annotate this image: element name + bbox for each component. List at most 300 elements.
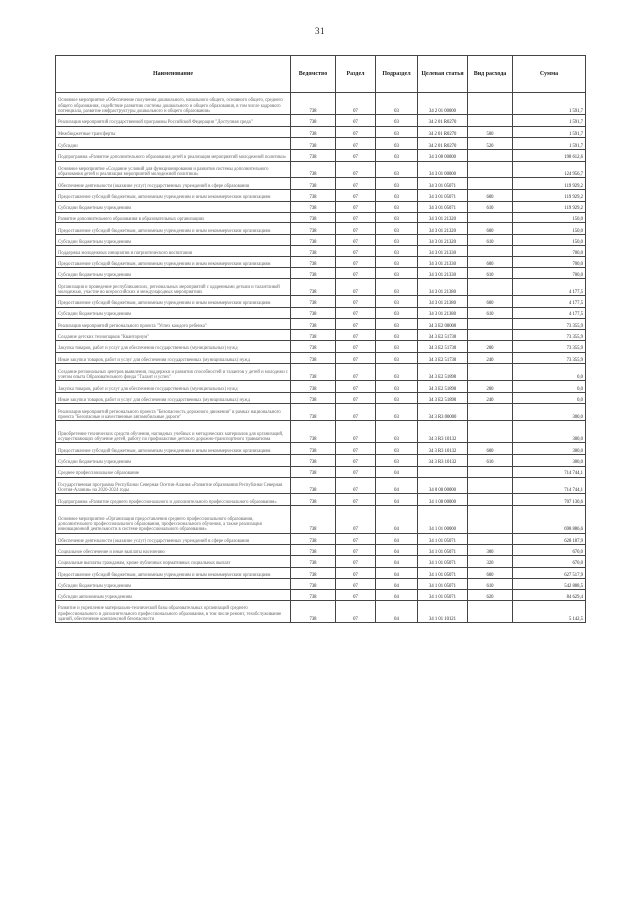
row-expense-type — [468, 115, 513, 127]
row-subsection: 04 — [376, 545, 418, 556]
row-subsection: 03 — [376, 138, 418, 150]
table-row — [56, 352, 586, 364]
table-row — [56, 115, 586, 127]
row-section: 07 — [336, 115, 376, 127]
row-section: 07 — [336, 506, 376, 534]
row-amount: 300,0 — [513, 443, 586, 455]
table-row — [56, 545, 586, 556]
row-target-article: 34 3 01 21320 — [418, 223, 468, 235]
column-header-department: Ведомство — [291, 56, 336, 93]
row-department: 738 — [291, 404, 336, 421]
row-subsection: 03 — [376, 318, 418, 330]
row-department: 738 — [291, 307, 336, 318]
row-name: Субсидии бюджетным учреждениям — [56, 201, 291, 212]
row-target-article: 34 0 00 00000 — [418, 477, 468, 494]
row-name: Поддержка молодежных инициатив и патриотического воспитания — [56, 245, 291, 256]
row-name: Государственная программа Республики Северная Осетия-Алания «Развитие образования Республики Северная Осетия-Алания» на 2020-2024 годы — [56, 477, 291, 494]
row-department: 738 — [291, 161, 336, 178]
row-subsection: 03 — [376, 178, 418, 190]
row-amount: 714 744,1 — [513, 477, 586, 494]
row-name: Субсидии бюджетным учреждениям — [56, 455, 291, 467]
row-name: Создание детских технопарков "Кванториум" — [56, 330, 291, 341]
table-row — [56, 443, 586, 455]
row-subsection: 03 — [376, 296, 418, 308]
row-subsection: 04 — [376, 506, 418, 534]
row-amount: 1 591,7 — [513, 115, 586, 127]
row-target-article: 34 3 01 21330 — [418, 256, 468, 268]
row-section: 07 — [336, 545, 376, 556]
row-subsection: 04 — [376, 579, 418, 590]
row-subsection: 03 — [376, 190, 418, 202]
row-amount: 150,0 — [513, 212, 586, 223]
row-amount: 0,0 — [513, 364, 586, 381]
row-name: Предоставление субсидий бюджетным, автономным учреждениям и иным некоммерческим организациям — [56, 256, 291, 268]
table-row — [56, 404, 586, 421]
row-amount: 698 886,6 — [513, 506, 586, 534]
row-section: 07 — [336, 455, 376, 467]
row-amount: 73 355,9 — [513, 341, 586, 353]
table-row — [56, 341, 586, 353]
row-target-article: 34 3 01 21320 — [418, 235, 468, 246]
row-target-article: 34 3 E2 51890 — [418, 392, 468, 404]
row-expense-type: 200 — [468, 341, 513, 353]
table-row — [56, 149, 586, 161]
row-target-article: 34 1 01 00000 — [418, 506, 468, 534]
row-section: 07 — [336, 296, 376, 308]
row-section: 07 — [336, 443, 376, 455]
row-subsection: 03 — [376, 341, 418, 353]
table-row — [56, 494, 586, 506]
row-target-article: 34 1 01 05071 — [418, 545, 468, 556]
row-department: 738 — [291, 494, 336, 506]
row-name: Обеспечение деятельности (оказание услуг) государственных учреждений в сфере образования — [56, 533, 291, 545]
row-name: Социальные выплаты гражданам, кроме публичных нормативных социальных выплат — [56, 556, 291, 568]
row-amount: 300,0 — [513, 455, 586, 467]
row-name: Предоставление субсидий бюджетным, автономным учреждениям и иным некоммерческим организациям — [56, 443, 291, 455]
row-subsection: 04 — [376, 533, 418, 545]
row-expense-type: 600 — [468, 190, 513, 202]
row-subsection: 04 — [376, 567, 418, 579]
row-subsection: 03 — [376, 93, 418, 115]
row-target-article: 34 1 01 05071 — [418, 556, 468, 568]
row-subsection: 03 — [376, 330, 418, 341]
row-amount: 300,0 — [513, 421, 586, 443]
row-department: 738 — [291, 235, 336, 246]
row-section: 07 — [336, 381, 376, 393]
row-expense-type — [468, 466, 513, 477]
row-amount: 714 744,1 — [513, 466, 586, 477]
row-name: Субсидии бюджетным учреждениям — [56, 579, 291, 590]
row-section: 07 — [336, 307, 376, 318]
table-row — [56, 590, 586, 601]
row-amount: 73 355,9 — [513, 330, 586, 341]
row-subsection: 03 — [376, 149, 418, 161]
row-name: Межбюджетные трансферты — [56, 126, 291, 138]
row-department: 738 — [291, 364, 336, 381]
row-expense-type — [468, 404, 513, 421]
table-row — [56, 245, 586, 256]
row-name: Основное мероприятие «Организация предоставления среднего профессионального образования, дополнительного профессионального образования, профессионального обучения, а также реализация инновационной деятельности в системе профессионального образования» — [56, 506, 291, 534]
row-target-article: 34 3 E2 51730 — [418, 341, 468, 353]
table-row — [56, 307, 586, 318]
table-row — [56, 268, 586, 279]
row-section: 07 — [336, 421, 376, 443]
row-department: 738 — [291, 212, 336, 223]
row-expense-type: 200 — [468, 381, 513, 393]
row-subsection: 03 — [376, 126, 418, 138]
row-amount: 4 177,5 — [513, 279, 586, 296]
row-target-article: 34 3 01 21380 — [418, 307, 468, 318]
column-header-section: Раздел — [336, 56, 376, 93]
column-header-expense-type: Вид расхода — [468, 56, 513, 93]
row-target-article: 34 3 01 21330 — [418, 245, 468, 256]
row-subsection: 03 — [376, 364, 418, 381]
row-section: 07 — [336, 352, 376, 364]
row-subsection: 03 — [376, 392, 418, 404]
row-subsection: 03 — [376, 201, 418, 212]
row-subsection: 03 — [376, 161, 418, 178]
row-department: 738 — [291, 567, 336, 579]
row-target-article: 34 3 R3 10132 — [418, 455, 468, 467]
row-section: 07 — [336, 245, 376, 256]
row-amount: 4 177,5 — [513, 296, 586, 308]
row-name: Субсидии бюджетным учреждениям — [56, 235, 291, 246]
row-amount: 84 629,4 — [513, 590, 586, 601]
row-subsection: 04 — [376, 556, 418, 568]
row-section: 07 — [336, 364, 376, 381]
table-header-row — [56, 56, 586, 93]
row-section: 07 — [336, 161, 376, 178]
row-amount: 628 187,9 — [513, 533, 586, 545]
table-row — [56, 190, 586, 202]
row-expense-type: 500 — [468, 126, 513, 138]
row-amount: 4 177,5 — [513, 307, 586, 318]
row-section: 07 — [336, 341, 376, 353]
row-name: Реализация мероприятий регионального проекта "Успех каждого ребенка" — [56, 318, 291, 330]
row-target-article: 34 1 01 05071 — [418, 579, 468, 590]
row-section: 07 — [336, 138, 376, 150]
row-expense-type — [468, 601, 513, 623]
table-row — [56, 477, 586, 494]
row-name: Создание региональных центров выявления, поддержки и развития способностей и талантов у детей и молодежи с учетом опыта Образовательного фонда "Талант и успех" — [56, 364, 291, 381]
row-amount: 542 888,5 — [513, 579, 586, 590]
row-department: 738 — [291, 279, 336, 296]
table-row — [56, 279, 586, 296]
table-row — [56, 381, 586, 393]
row-expense-type: 520 — [468, 138, 513, 150]
row-target-article: 34 3 01 21320 — [418, 212, 468, 223]
row-section: 07 — [336, 404, 376, 421]
row-subsection: 03 — [376, 268, 418, 279]
row-subsection: 03 — [376, 235, 418, 246]
table-row — [56, 455, 586, 467]
row-target-article: 34 3 01 21380 — [418, 279, 468, 296]
row-section: 07 — [336, 223, 376, 235]
row-amount: 670,0 — [513, 556, 586, 568]
row-amount: 5 142,5 — [513, 601, 586, 623]
row-expense-type — [468, 245, 513, 256]
row-subsection: 03 — [376, 212, 418, 223]
row-section: 07 — [336, 318, 376, 330]
row-expense-type — [468, 477, 513, 494]
row-expense-type: 600 — [468, 256, 513, 268]
row-target-article: 34 3 01 05071 — [418, 201, 468, 212]
row-name: Подпрограмма «Развитие дополнительного образования детей и реализация мероприятий молодежной политики» — [56, 149, 291, 161]
row-department: 738 — [291, 178, 336, 190]
row-section: 07 — [336, 201, 376, 212]
row-amount: 73 355,9 — [513, 318, 586, 330]
row-target-article: 34 2 01 R0270 — [418, 138, 468, 150]
row-amount: 119 929,2 — [513, 178, 586, 190]
row-target-article: 34 3 01 05071 — [418, 190, 468, 202]
row-subsection: 03 — [376, 455, 418, 467]
table-row — [56, 126, 586, 138]
row-amount: 1 591,7 — [513, 93, 586, 115]
row-department: 738 — [291, 330, 336, 341]
row-subsection: 04 — [376, 494, 418, 506]
table-row — [56, 212, 586, 223]
row-expense-type — [468, 421, 513, 443]
row-amount: 700,0 — [513, 256, 586, 268]
table-row — [56, 567, 586, 579]
row-department: 738 — [291, 579, 336, 590]
row-subsection: 03 — [376, 307, 418, 318]
row-section: 07 — [336, 256, 376, 268]
row-department: 738 — [291, 190, 336, 202]
row-section: 07 — [336, 178, 376, 190]
row-section: 07 — [336, 466, 376, 477]
row-department: 738 — [291, 296, 336, 308]
row-amount: 124 956,7 — [513, 161, 586, 178]
row-expense-type: 600 — [468, 223, 513, 235]
row-name: Закупка товаров, работ и услуг для обеспечения государственных (муниципальных) нужд — [56, 341, 291, 353]
row-expense-type — [468, 494, 513, 506]
row-expense-type: 300 — [468, 545, 513, 556]
row-expense-type — [468, 178, 513, 190]
row-department: 738 — [291, 115, 336, 127]
table-row — [56, 533, 586, 545]
row-target-article: 34 3 E2 51890 — [418, 381, 468, 393]
row-expense-type — [468, 161, 513, 178]
row-department: 738 — [291, 341, 336, 353]
row-department: 738 — [291, 201, 336, 212]
row-name: Социальное обеспечение и иные выплаты населению — [56, 545, 291, 556]
row-department: 738 — [291, 421, 336, 443]
row-department: 738 — [291, 477, 336, 494]
row-subsection: 04 — [376, 477, 418, 494]
row-section: 07 — [336, 126, 376, 138]
row-amount: 73 355,9 — [513, 352, 586, 364]
row-department: 738 — [291, 556, 336, 568]
row-amount: 150,0 — [513, 235, 586, 246]
table-row — [56, 392, 586, 404]
row-department: 738 — [291, 268, 336, 279]
row-target-article: 34 3 01 00000 — [418, 161, 468, 178]
table-row — [56, 178, 586, 190]
table-row — [56, 556, 586, 568]
row-subsection: 03 — [376, 279, 418, 296]
table-row — [56, 364, 586, 381]
row-subsection: 04 — [376, 466, 418, 477]
row-expense-type — [468, 506, 513, 534]
row-target-article: 34 2 01 R0270 — [418, 115, 468, 127]
row-name: Предоставление субсидий бюджетным, автономным учреждениям и иным некоммерческим организациям — [56, 567, 291, 579]
row-section: 07 — [336, 533, 376, 545]
table-row — [56, 579, 586, 590]
row-expense-type: 600 — [468, 296, 513, 308]
row-section: 07 — [336, 93, 376, 115]
row-subsection: 03 — [376, 404, 418, 421]
row-amount: 119 929,2 — [513, 190, 586, 202]
row-amount: 0,0 — [513, 392, 586, 404]
row-subsection: 03 — [376, 381, 418, 393]
row-amount: 198 612,6 — [513, 149, 586, 161]
row-name: Предоставление субсидий бюджетным, автономным учреждениям и иным некоммерческим организациям — [56, 223, 291, 235]
row-subsection: 03 — [376, 352, 418, 364]
row-expense-type: 620 — [468, 590, 513, 601]
row-target-article: 34 3 01 05071 — [418, 178, 468, 190]
row-expense-type — [468, 212, 513, 223]
row-target-article: 34 1 01 10121 — [418, 601, 468, 623]
row-target-article: 34 2 01 R0270 — [418, 126, 468, 138]
row-expense-type: 600 — [468, 443, 513, 455]
row-department: 738 — [291, 126, 336, 138]
column-header-subsection: Подраздел — [376, 56, 418, 93]
row-name: Субсидии автономным учреждениям — [56, 590, 291, 601]
row-subsection: 03 — [376, 245, 418, 256]
budget-table — [55, 55, 586, 623]
row-section: 07 — [336, 190, 376, 202]
row-section: 07 — [336, 268, 376, 279]
row-department: 738 — [291, 545, 336, 556]
row-target-article: 34 1 00 00000 — [418, 494, 468, 506]
row-section: 07 — [336, 477, 376, 494]
row-department: 738 — [291, 466, 336, 477]
row-section: 07 — [336, 392, 376, 404]
row-name: Развитие дополнительного образования в образовательных организациях — [56, 212, 291, 223]
row-amount: 627 517,9 — [513, 567, 586, 579]
row-subsection: 03 — [376, 256, 418, 268]
row-amount: 700,0 — [513, 268, 586, 279]
row-name: Предоставление субсидий бюджетным, автономным учреждениям и иным некоммерческим организациям — [56, 296, 291, 308]
row-name: Обеспечение деятельности (оказание услуг) государственных учреждений в сфере образования — [56, 178, 291, 190]
row-department: 738 — [291, 590, 336, 601]
row-target-article: 34 3 E2 51730 — [418, 352, 468, 364]
column-header-target-article: Целевая статья — [418, 56, 468, 93]
row-name: Предоставление субсидий бюджетным, автономным учреждениям и иным некоммерческим организациям — [56, 190, 291, 202]
row-expense-type: 600 — [468, 567, 513, 579]
row-expense-type — [468, 318, 513, 330]
row-amount: 300,0 — [513, 404, 586, 421]
row-target-article: 34 1 01 05071 — [418, 533, 468, 545]
row-expense-type — [468, 533, 513, 545]
row-expense-type — [468, 364, 513, 381]
row-department: 738 — [291, 352, 336, 364]
row-subsection: 03 — [376, 421, 418, 443]
row-section: 07 — [336, 235, 376, 246]
row-name: Реализация мероприятий регионального проекта "Безопасность дорожного движения" в рамках национального проекта "Безопасные и качественные автомобильные дороги" — [56, 404, 291, 421]
row-expense-type — [468, 93, 513, 115]
row-department: 738 — [291, 223, 336, 235]
row-target-article: 34 1 01 05071 — [418, 567, 468, 579]
row-subsection: 03 — [376, 115, 418, 127]
row-department: 738 — [291, 93, 336, 115]
row-expense-type: 240 — [468, 392, 513, 404]
table-row — [56, 201, 586, 212]
row-department: 738 — [291, 245, 336, 256]
table-row — [56, 296, 586, 308]
row-section: 07 — [336, 494, 376, 506]
row-amount: 150,0 — [513, 223, 586, 235]
row-target-article: 34 3 01 21330 — [418, 268, 468, 279]
row-expense-type: 610 — [468, 235, 513, 246]
page-number: 31 — [315, 26, 325, 36]
row-section: 07 — [336, 279, 376, 296]
row-expense-type — [468, 330, 513, 341]
row-expense-type: 320 — [468, 556, 513, 568]
row-department: 738 — [291, 506, 336, 534]
row-target-article: 34 3 E2 51730 — [418, 330, 468, 341]
table-row — [56, 506, 586, 534]
row-target-article: 34 3 R3 00000 — [418, 404, 468, 421]
table-row — [56, 421, 586, 443]
row-expense-type: 610 — [468, 455, 513, 467]
row-amount: 0,0 — [513, 381, 586, 393]
row-expense-type — [468, 279, 513, 296]
row-name: Иные закупки товаров, работ и услуг для обеспечения государственных (муниципальных) нужд — [56, 352, 291, 364]
row-section: 07 — [336, 330, 376, 341]
row-subsection: 04 — [376, 601, 418, 623]
table-row — [56, 138, 586, 150]
row-amount: 1 591,7 — [513, 138, 586, 150]
row-section: 07 — [336, 567, 376, 579]
row-section: 07 — [336, 556, 376, 568]
row-name: Субсидии бюджетным учреждениям — [56, 307, 291, 318]
row-name: Реализация мероприятий государственной программы Российской Федерации "Доступная среда" — [56, 115, 291, 127]
table-row — [56, 318, 586, 330]
row-name: Субсидии — [56, 138, 291, 150]
row-name: Организация и проведение республиканских, региональных мероприятий с одаренными детьми и талантливой молодежью, участие во всероссийских и международных мероприятиях — [56, 279, 291, 296]
row-target-article: 34 3 E2 00000 — [418, 318, 468, 330]
row-section: 07 — [336, 149, 376, 161]
column-header-amount: Сумма — [513, 56, 586, 93]
table-row — [56, 601, 586, 623]
table-row — [56, 93, 586, 115]
table-row — [56, 223, 586, 235]
row-name: Основное мероприятие «Создание условий для функционирования и развития системы дополнительного образования детей и реализация мероприятий молодежной политики» — [56, 161, 291, 178]
column-header-name: Наименование — [56, 56, 291, 93]
row-section: 07 — [336, 579, 376, 590]
row-expense-type: 610 — [468, 268, 513, 279]
row-expense-type: 240 — [468, 352, 513, 364]
row-department: 738 — [291, 455, 336, 467]
table-body — [56, 93, 586, 623]
row-target-article: 34 1 01 05071 — [418, 590, 468, 601]
row-amount: 1 591,7 — [513, 126, 586, 138]
row-name: Развитие и укрепление материально-технической базы образовательных организаций среднего профессионального и дополнительного профессионального образования, в том числе ремонт, техобслуживание зданий, обеспечение комплексной безопасности — [56, 601, 291, 623]
row-department: 738 — [291, 601, 336, 623]
row-amount: 700,0 — [513, 245, 586, 256]
row-department: 738 — [291, 533, 336, 545]
row-target-article: 34 3 01 21380 — [418, 296, 468, 308]
row-subsection: 04 — [376, 590, 418, 601]
row-subsection: 03 — [376, 443, 418, 455]
row-name: Основное мероприятие «Обеспечение получения дошкольного, начального общего, основного общего, среднего общего образования, содействие развитию системы дошкольного и общего образования, в том числе кадрового потенциала, развитие инфраструктуры дошкольного и общего образования» — [56, 93, 291, 115]
row-expense-type — [468, 149, 513, 161]
row-department: 738 — [291, 443, 336, 455]
row-amount: 119 929,2 — [513, 201, 586, 212]
row-name: Субсидии бюджетным учреждениям — [56, 268, 291, 279]
